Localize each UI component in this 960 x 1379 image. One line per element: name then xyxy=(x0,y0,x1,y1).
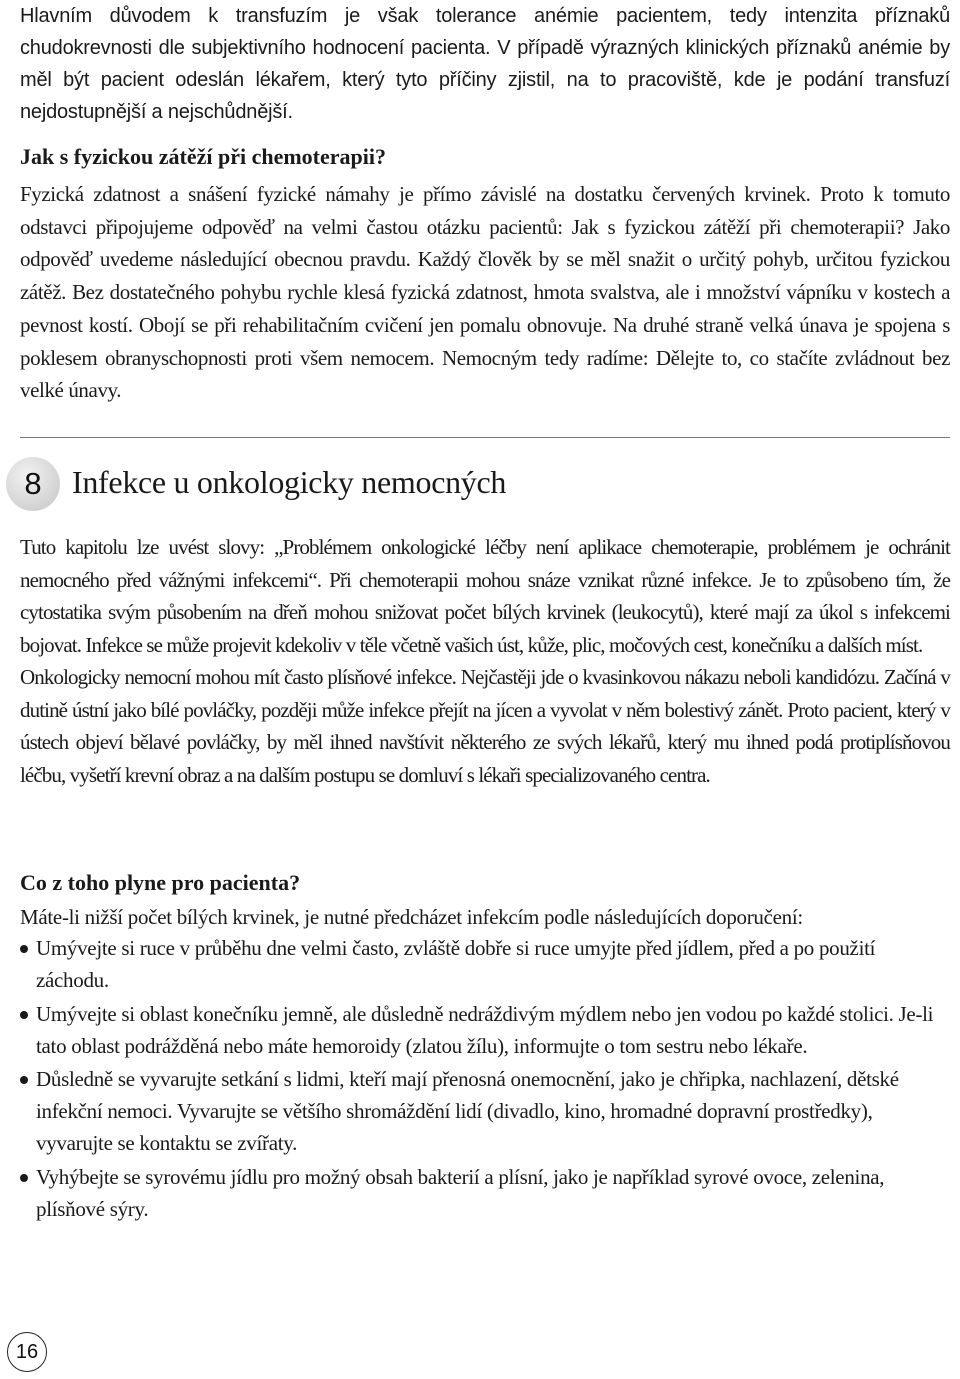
advice-list xyxy=(20,932,950,1226)
bullet-icon xyxy=(20,1076,28,1084)
bullet-icon xyxy=(20,1011,28,1019)
chapter-body xyxy=(20,531,950,791)
list-item: Umývejte si oblast konečníku jemně, ale důsledně nedráždivým mýdlem nebo jen vodou po každé stolici. Je-li tato oblast podrážděná nebo máte hemoroidy (zlatou žílu), informujte o tom sestru nebo lékaře. xyxy=(20,998,950,1062)
chapter-paragraph: Tuto kapitolu lze uvést slovy: „Problémem onkologické léčby není aplikace chemoterapie, problémem je ochránit nemocného před vážnými infekcemi“. Při chemoterapii mohou snáze vznikat různé infekce. Je to způsobeno tím, že cytostatika svým působením na dřeň mohou snižovat počet bílých krvinek (leukocytů), které mají za úkol s infekcemi bojovat. Infekce se může projevit kdekoliv v těle včetně vašich úst, kůže, plic, močových cest, konečníku a dalších míst. xyxy=(20,535,950,657)
section-heading-physical-load: Jak s fyzickou zátěží při chemoterapii? xyxy=(20,144,386,169)
section-heading-patient-advice: Co z toho plyne pro pacienta? xyxy=(20,870,301,895)
chapter-title: Infekce u onkologicky nemocných xyxy=(72,464,507,500)
chapter-number: 8 xyxy=(24,466,42,501)
chapter-paragraph: Onkologicky nemocní mohou mít často plísňové infekce. Nejčastěji jde o kvasinkovou nákazu neboli kandidózu. Začíná v dutině ústní jako bílé povláčky, později může infekce přejít na jícen a vyvolat v něm bolestivý zánět. Proto pacient, který v ústech objeví bělavé povláčky, by měl ihned navštívit některého ze svých lékařů, který mu ihned podá protiplísňovou léčbu, vyšetří krevní obraz a na dalším postupu se domluví s lékaři specializovaného centra. xyxy=(20,665,950,787)
page-number: 16 xyxy=(7,1332,47,1372)
list-item: Důsledně se vyvarujte setkání s lidmi, kteří mají přenosná onemocnění, jako je chřipka, nachlazení, dětské infekční nemoci. Vyvarujte se většího shromáždění lidí (divadlo, kino, hromadné dopravní prostředky), vyvarujte se kontaktu se zvířaty. xyxy=(20,1063,950,1159)
bullet-icon xyxy=(20,945,28,953)
section-divider xyxy=(20,437,950,438)
list-item: Vyhýbejte se syrovému jídlu pro možný obsah bakterií a plísní, jako je například syrové ovoce, zelenina, plísňové sýry. xyxy=(20,1161,950,1225)
physical-load-paragraph: Fyzická zdatnost a snášení fyzické námahy je přímo závislé na dostatku červených krvinek. Proto k tomuto odstavci připojujeme odpověď na velmi častou otázku pacientů: Jak s fyzickou zátěží při chemoterapii? Jako odpověď uvedeme následující obecnou pravdu. Každý člověk by se měl snažit o určitý pohyb, určitou fyzickou zátěž. Bez dostatečného pohybu rychle klesá fyzická zdatnost, hmota svalstva, ale i množství vápníku v kostech a pevnost kostí. Obojí se při rehabilitačním cvičení jen pomalu obnovuje. Na druhé straně velká únava je spojena s poklesem obranyschopnosti proti všem nemocem. Nemocným tedy radíme: Dělejte to, co stačíte zvládnout bez velké únavy. xyxy=(20,182,950,403)
chapter-number-badge xyxy=(6,457,60,511)
intro-paragraph: Hlavním důvodem k transfuzím je však tolerance anémie pacientem, tedy intenzita příznaků chudokrevnosti dle subjektivního hodnocení pacienta. V případě výrazných klinických příznaků anémie by měl být pacient odeslán lékařem, který tyto příčiny zjistil, na to pracoviště, kde je podání transfuzí nejdostupnější a nejschůdnější. xyxy=(20,5,950,123)
advice-lead-paragraph: Máte-li nižší počet bílých krvinek, je nutné předcházet infekcím podle následujících doporučení: xyxy=(20,905,803,929)
list-item: Umývejte si ruce v průběhu dne velmi často, zvláště dobře si ruce umyjte před jídlem, před a po použití záchodu. xyxy=(20,932,950,996)
bullet-icon xyxy=(20,1174,28,1182)
